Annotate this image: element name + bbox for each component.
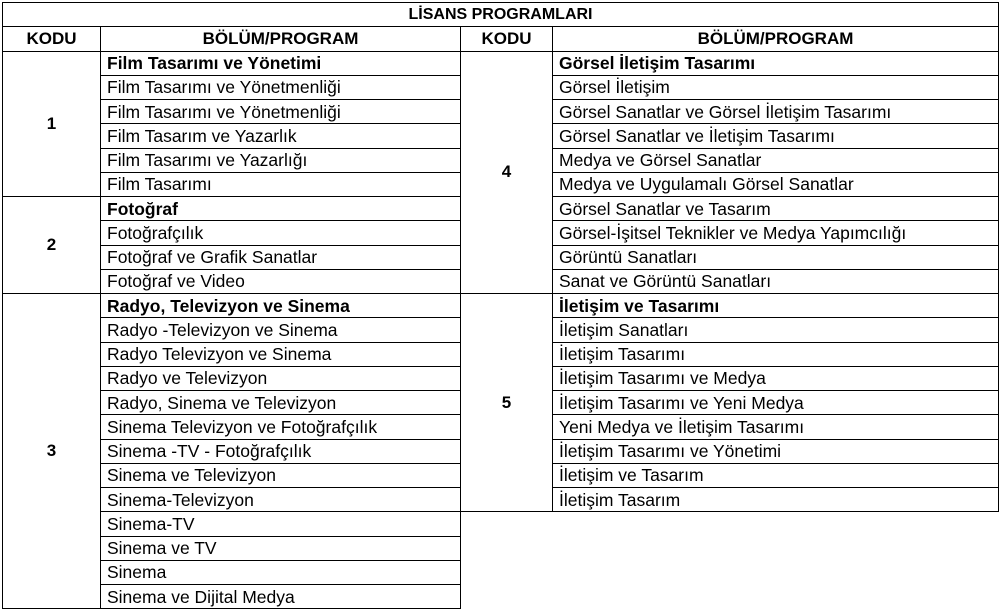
program-name: Görüntü Sanatları [553,245,999,269]
program-name: Sinema [101,560,461,584]
program-name: İletişim Sanatları [553,318,999,342]
program-name: İletişim Tasarımı [553,342,999,366]
group-code: 2 [3,197,101,294]
program-name: Görsel Sanatlar ve Tasarım [553,197,999,221]
program-name: Sinema ve Televizyon [101,463,461,487]
program-name: Görsel İletişim [553,75,999,99]
program-name: Film Tasarımı ve Yönetmenliği [101,75,461,99]
group-title: Film Tasarımı ve Yönetimi [101,51,461,75]
program-name: Yeni Medya ve İletişim Tasarımı [553,415,999,439]
column-header-program: BÖLÜM/PROGRAM [553,27,999,51]
column-header-code: KODU [461,27,553,51]
program-name: Radyo ve Televizyon [101,366,461,390]
program-name: Film Tasarımı ve Yazarlığı [101,148,461,172]
group-code: 5 [461,294,553,512]
table-row [3,512,999,536]
group-title: Görsel İletişim Tasarımı [553,51,999,75]
program-name: Fotoğraf ve Video [101,269,461,293]
program-name: İletişim ve Tasarım [553,463,999,487]
program-name: Sinema-TV [101,512,461,536]
empty-cell [461,512,999,609]
program-name: Film Tasarımı ve Yönetmenliği [101,100,461,124]
program-name: Sinema -TV - Fotoğrafçılık [101,439,461,463]
program-name: Radyo, Sinema ve Televizyon [101,391,461,415]
program-name: Medya ve Uygulamalı Görsel Sanatlar [553,172,999,196]
program-name: İletişim Tasarımı ve Yeni Medya [553,391,999,415]
program-name: Film Tasarımı [101,172,461,196]
program-name: Radyo Televizyon ve Sinema [101,342,461,366]
program-name: Sinema Televizyon ve Fotoğrafçılık [101,415,461,439]
group-title: Fotoğraf [101,197,461,221]
table-row [3,51,999,75]
program-name: Sinema ve TV [101,536,461,560]
program-name: Görsel Sanatlar ve Görsel İletişim Tasarımı [553,100,999,124]
program-name: İletişim Tasarımı ve Yönetimi [553,439,999,463]
group-code: 4 [461,51,553,294]
program-name: İletişim Tasarım [553,488,999,512]
program-name: Sinema-Televizyon [101,488,461,512]
program-name: Sanat ve Görüntü Sanatları [553,269,999,293]
table-row [3,294,999,318]
program-name: Fotoğrafçılık [101,221,461,245]
group-title: Radyo, Televizyon ve Sinema [101,294,461,318]
program-name: Radyo -Televizyon ve Sinema [101,318,461,342]
program-name: Sinema ve Dijital Medya [101,585,461,609]
program-name: İletişim Tasarımı ve Medya [553,366,999,390]
group-code: 3 [3,294,101,609]
table-title: LİSANS PROGRAMLARI [3,3,999,27]
license-programs-table [2,2,999,609]
program-name: Medya ve Görsel Sanatlar [553,148,999,172]
column-header-code: KODU [3,27,101,51]
group-code: 1 [3,51,101,197]
program-name: Film Tasarım ve Yazarlık [101,124,461,148]
group-title: İletişim ve Tasarımı [553,294,999,318]
column-header-program: BÖLÜM/PROGRAM [101,27,461,51]
program-name: Görsel-İşitsel Teknikler ve Medya Yapımcılığı [553,221,999,245]
program-name: Fotoğraf ve Grafik Sanatlar [101,245,461,269]
program-name: Görsel Sanatlar ve İletişim Tasarımı [553,124,999,148]
